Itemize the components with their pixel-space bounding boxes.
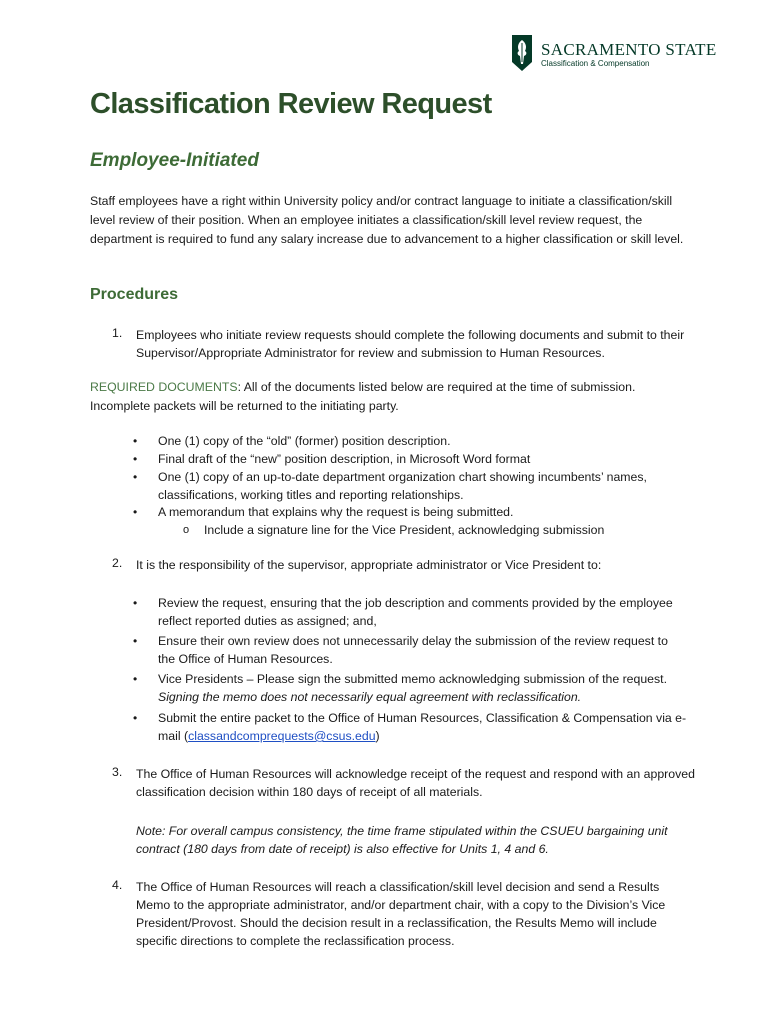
step-3-text: The Office of Human Resources will acknowledge receipt of the request and respond with an approved classification decision within 180 days of receipt of all materials. [136,767,695,799]
bullet-icon: • [133,596,138,610]
step-1-bullet-2: Final draft of the “new” position description, in Microsoft Word format [158,452,531,466]
bullet-icon: • [133,505,138,519]
bullet-icon: • [133,672,138,686]
step-1-text: Employees who initiate review requests should complete the following documents and submit to their Supervisor/Appropriate Administrator for review and submission to Human Resources. [136,328,685,360]
bullet-icon: • [133,470,138,484]
step-2-bullet-submit [158,709,688,745]
step-1-number: 1. [112,326,123,340]
step-1-bullet-1: One (1) copy of the “old” (former) position description. [158,434,451,448]
note-paragraph: Note: For overall campus consistency, the time frame stipulated within the CSUEU bargaining unit contract (180 days from date of receipt) is also effective for Units 1, 4 and 6. [136,824,668,856]
vp-italic-text: Signing the memo does not necessarily equal agreement with reclassification. [158,690,582,704]
step-3-number: 3. [112,765,123,779]
step-4-text: The Office of Human Resources will reach a classification/skill level decision and send a Results Memo to the appropriate administrator, and/or department chair, with a copy to the Division’s Vice President/Provost. Should the decision result in a reclassification, the Results Memo will include specific directions to complete the reclassification process. [136,880,666,948]
bullet-icon: • [133,452,138,466]
step-1-sub-bullet: Include a signature line for the Vice President, acknowledging submission [204,523,605,537]
required-documents-paragraph [90,378,690,416]
step-1-bullet-3: One (1) copy of an up-to-date department organization chart showing incumbents’ names, classifications, working titles and reporting relationships. [158,470,647,502]
bullet-icon: • [133,434,138,448]
vp-text: Vice Presidents – Please sign the submitted memo acknowledging submission of the request. [158,672,668,686]
step-2-bullet-2: Ensure their own review does not unnecessarily delay the submission of the review request to the Office of Human Resources. [158,634,668,666]
step-2-text: It is the responsibility of the supervisor, appropriate administrator or Vice President to: [136,558,602,572]
logo-name: SACRAMENTO STATE [541,40,717,59]
logo-department: Classification & Compensation [541,59,650,68]
step-2-number: 2. [112,556,123,570]
email-link[interactable]: classandcomprequests@csus.edu [188,729,376,743]
step-4-number: 4. [112,878,123,892]
required-documents-text: : All of the documents listed below are required at the time of submission. Incomplete packets will be returned to the initiating party. [90,380,636,413]
required-documents-label: REQUIRED DOCUMENTS [90,380,238,394]
intro-paragraph: Staff employees have a right within University policy and/or contract language to initiate a classification/skill level review of their position. When an employee initiates a classification/skill level review request, the department is required to fund any salary increase due to advancement to a higher classification or skill level. [90,194,684,246]
sac-state-tree-icon [511,34,533,72]
page-title: Classification Review Request [90,88,492,120]
bullet-icon: • [133,634,138,648]
sub-bullet-icon: o [183,524,190,536]
sac-state-logo [511,34,717,74]
step-2-bullet-vp [158,670,688,706]
step-1-bullet-4: A memorandum that explains why the request is being submitted. [158,505,514,519]
bullet-icon: • [133,711,138,725]
submit-text: Submit the entire packet to the Office of Human Resources, Classification & Compensation via e-mail ( [158,711,687,743]
submit-close: ) [375,729,380,743]
page-subtitle: Employee-Initiated [90,150,259,171]
procedures-heading: Procedures [90,286,179,303]
step-2-bullet-1: Review the request, ensuring that the job description and comments provided by the employee reflect reported duties as assigned; and, [158,596,673,628]
